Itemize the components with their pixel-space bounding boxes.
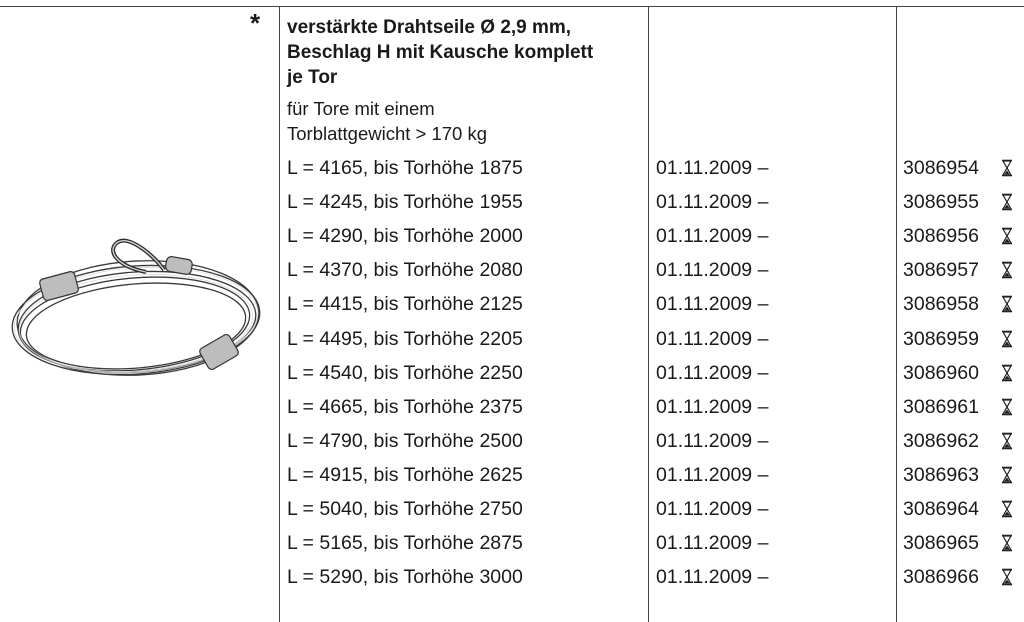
article-number: 3086961 xyxy=(903,395,979,418)
hourglass-icon xyxy=(1000,398,1014,416)
marker-asterisk: * xyxy=(250,8,261,38)
hourglass-icon xyxy=(1000,466,1014,484)
length-cell: L = 4790, bis Torhöhe 2500 xyxy=(287,429,523,452)
table-row xyxy=(0,390,1024,424)
article-number: 3086955 xyxy=(903,191,979,214)
article-number: 3086958 xyxy=(903,293,979,316)
length-cell: L = 4370, bis Torhöhe 2080 xyxy=(287,259,523,282)
table-row xyxy=(0,424,1024,458)
length-cell: L = 4290, bis Torhöhe 2000 xyxy=(287,225,523,248)
length-cell: L = 4165, bis Torhöhe 1875 xyxy=(287,157,523,179)
title-line: je Tor xyxy=(287,67,338,88)
article-number: 3086963 xyxy=(903,463,979,486)
article-number: 3086954 xyxy=(903,157,979,179)
article-number: 3086966 xyxy=(903,566,979,589)
article-number: 3086959 xyxy=(903,327,979,350)
hourglass-icon xyxy=(1000,432,1014,450)
date-cell: 01.11.2009 – xyxy=(656,395,769,418)
length-cell: L = 4665, bis Torhöhe 2375 xyxy=(287,395,523,418)
hourglass-icon xyxy=(1000,534,1014,552)
table-row xyxy=(0,151,1024,185)
hourglass-icon xyxy=(1000,364,1014,382)
article-number: 3086960 xyxy=(903,361,979,384)
length-cell: L = 4540, bis Torhöhe 2250 xyxy=(287,361,523,384)
desc-line: für Tore mit einem xyxy=(287,98,435,119)
hourglass-icon xyxy=(1000,568,1014,586)
date-cell: 01.11.2009 – xyxy=(656,225,769,248)
table-row xyxy=(0,219,1024,253)
date-cell: 01.11.2009 – xyxy=(656,191,769,214)
table-row xyxy=(0,492,1024,526)
article-number: 3086956 xyxy=(903,225,979,248)
table-row xyxy=(0,322,1024,356)
date-cell: 01.11.2009 – xyxy=(656,327,769,350)
hourglass-icon xyxy=(1000,500,1014,518)
hourglass-icon xyxy=(1000,330,1014,348)
date-cell: 01.11.2009 – xyxy=(656,429,769,452)
table-row xyxy=(0,287,1024,321)
length-cell: L = 5290, bis Torhöhe 3000 xyxy=(287,566,523,589)
date-cell: 01.11.2009 – xyxy=(656,157,769,179)
hourglass-icon xyxy=(1000,159,1014,177)
title-line: Beschlag H mit Kausche komplett xyxy=(287,42,594,63)
desc-line: Torblattgewicht > 170 kg xyxy=(287,123,488,144)
top-rule xyxy=(0,0,1024,7)
date-cell: 01.11.2009 – xyxy=(656,498,769,520)
length-cell: L = 4495, bis Torhöhe 2205 xyxy=(287,327,523,350)
length-cell: L = 4415, bis Torhöhe 2125 xyxy=(287,293,523,316)
length-cell: L = 5165, bis Torhöhe 2875 xyxy=(287,532,523,555)
date-cell: 01.11.2009 – xyxy=(656,463,769,486)
table-row xyxy=(0,356,1024,390)
article-number: 3086962 xyxy=(903,429,979,452)
product-title xyxy=(287,15,642,90)
length-cell: L = 4245, bis Torhöhe 1955 xyxy=(287,191,523,214)
date-cell: 01.11.2009 – xyxy=(656,532,769,555)
date-cell: 01.11.2009 – xyxy=(656,293,769,316)
table-row xyxy=(0,526,1024,560)
table-row xyxy=(0,458,1024,492)
hourglass-icon xyxy=(1000,193,1014,211)
date-cell: 01.11.2009 – xyxy=(656,566,769,589)
article-number: 3086965 xyxy=(903,532,979,555)
article-number: 3086957 xyxy=(903,259,979,282)
length-cell: L = 5040, bis Torhöhe 2750 xyxy=(287,498,523,520)
table-row xyxy=(0,253,1024,287)
table-row xyxy=(0,185,1024,219)
table-row xyxy=(0,560,1024,594)
length-cell: L = 4915, bis Torhöhe 2625 xyxy=(287,463,523,486)
date-cell: 01.11.2009 – xyxy=(656,259,769,282)
product-description xyxy=(287,96,642,146)
hourglass-icon xyxy=(1000,261,1014,279)
hourglass-icon xyxy=(1000,227,1014,245)
title-line: verstärkte Drahtseile Ø 2,9 mm, xyxy=(287,17,572,38)
date-cell: 01.11.2009 – xyxy=(656,361,769,384)
hourglass-icon xyxy=(1000,295,1014,313)
article-number: 3086964 xyxy=(903,498,979,520)
